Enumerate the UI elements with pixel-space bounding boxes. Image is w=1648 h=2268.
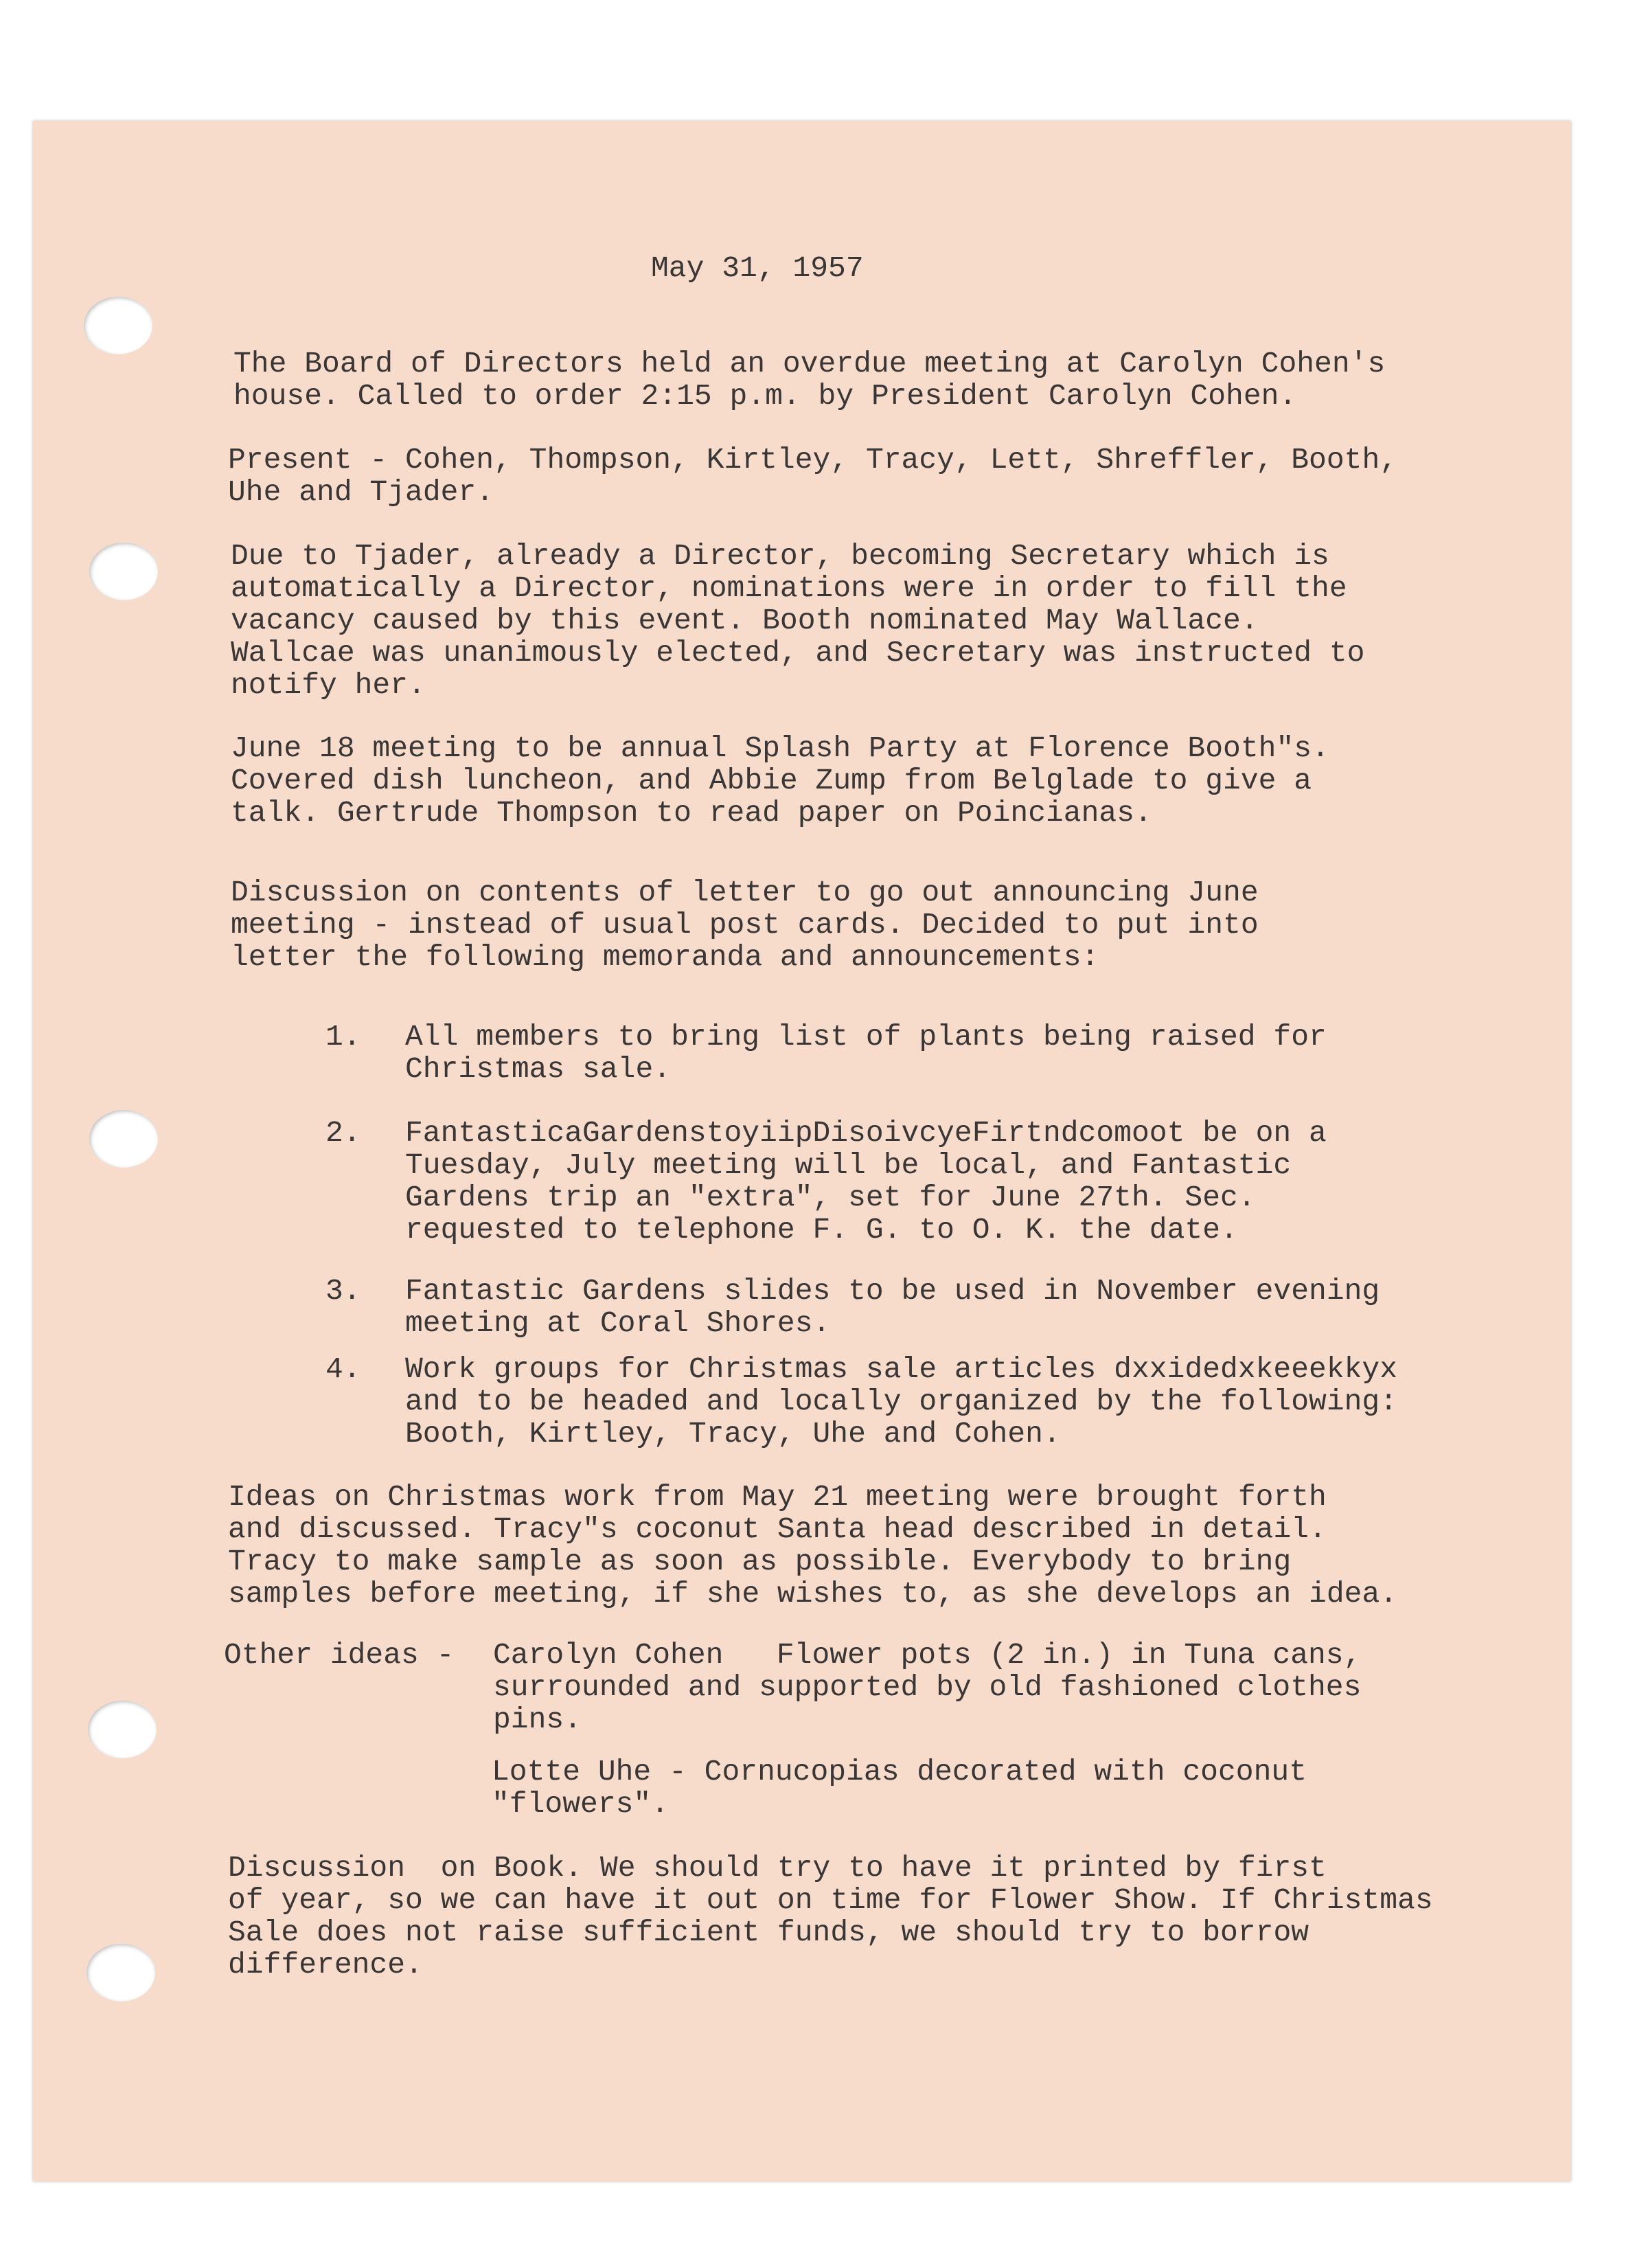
paragraph-present: Present - Cohen, Thompson, Kirtley, Tracy, Lett, Shreffler, Booth, Uhe and Tjader. <box>228 443 1398 509</box>
list-item: Fantastic Gardens slides to be used in November evening meeting at Coral Shores. <box>405 1274 1380 1340</box>
paragraph-letter-discussion: Discussion on contents of letter to go out announcing June meeting - instead of usual post cards. Decided to put into letter the following memoranda and announcements: <box>231 876 1259 974</box>
list-number: 4. <box>325 1352 361 1386</box>
list-item: All members to bring list of plants being raised for Christmas sale. <box>405 1020 1327 1086</box>
meeting-date: May 31, 1957 <box>651 251 864 285</box>
punch-hole <box>84 297 152 354</box>
list-item: Work groups for Christmas sale articles dxxidedxkeeekkyx and to be headed and locally organized by the following: Booth, Kirtley, Tracy, Uhe and Cohen. <box>405 1352 1398 1451</box>
list-number: 3. <box>325 1274 361 1308</box>
paragraph-book: Discussion on Book. We should try to have it printed by first of year, so we can have it out on time for Flower Show. If Christmas Sale does not raise sufficient funds, we should try to borrow difference. <box>228 1851 1433 1982</box>
idea-lotte-uhe: Lotte Uhe - Cornucopias decorated with coconut "flowers". <box>492 1755 1307 1821</box>
list-item: FantasticaGardenstoyiipDisoivcyeFirtndcomoot be on a Tuesday, July meeting will be local, and Fantastic Gardens trip an "extra", set for June 27th. Sec. requested to telephone F. G. to O. K. the date. <box>405 1116 1327 1247</box>
idea-carolyn-cohen: Carolyn Cohen Flower pots (2 in.) in Tuna cans, surrounded and supported by old fashioned clothes pins. <box>493 1638 1362 1736</box>
list-number: 2. <box>325 1116 361 1150</box>
punch-hole <box>89 1110 158 1168</box>
other-ideas-label: Other ideas - <box>224 1638 455 1672</box>
paragraph-nominations: Due to Tjader, already a Director, becoming Secretary which is automatically a Director, nominations were in order to fill the vacancy caused by this event. Booth nominated May Wallace. Wallcae was unanimously elected, and Secretary was instructed to notify her. <box>231 539 1365 702</box>
paragraph-meeting-called: The Board of Directors held an overdue meeting at Carolyn Cohen's house. Called to order 2:15 p.m. by President Carolyn Cohen. <box>233 347 1386 413</box>
paragraph-christmas-ideas: Ideas on Christmas work from May 21 meeting were brought forth and discussed. Tracy"s coconut Santa head described in detail. Tracy to make sample as soon as possible. Everybody to bring samples before meeting, if she wishes to, as she develops an idea. <box>228 1480 1398 1611</box>
punch-hole <box>88 1701 157 1758</box>
punch-hole <box>87 1944 155 2001</box>
list-number: 1. <box>325 1020 361 1054</box>
punch-hole <box>89 543 158 600</box>
paragraph-splash-party: June 18 meeting to be annual Splash Party at Florence Booth"s. Covered dish luncheon, and Abbie Zump from Belglade to give a talk. Gertrude Thompson to read paper on Poincianas. <box>231 732 1329 830</box>
